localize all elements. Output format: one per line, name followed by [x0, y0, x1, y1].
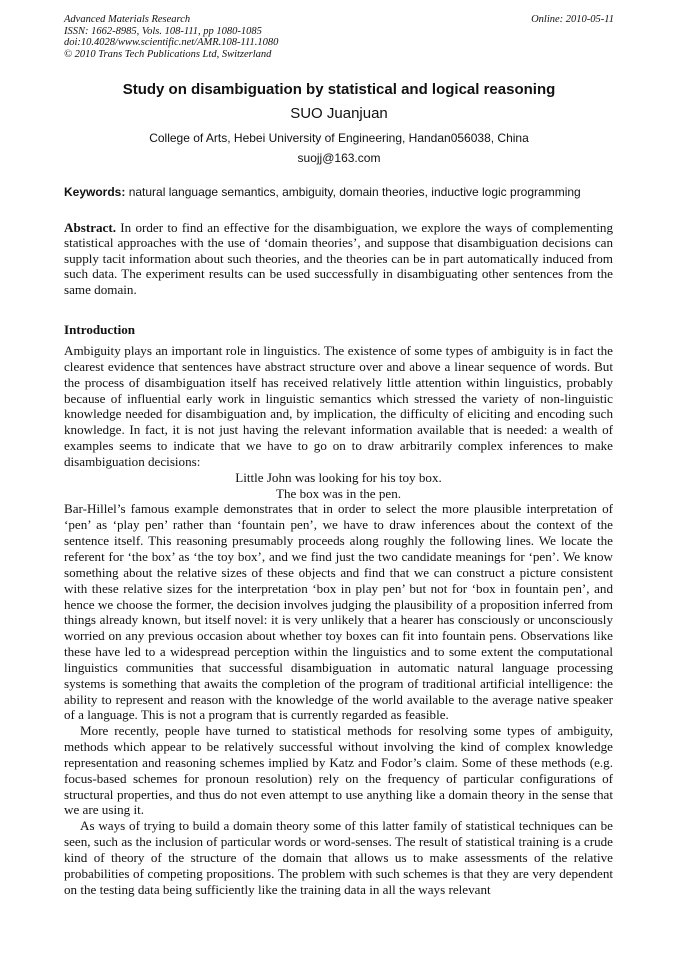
journal-header [64, 14, 278, 60]
keywords-label: Keywords: [64, 185, 126, 199]
keywords [64, 185, 624, 199]
paragraph-4: As ways of trying to build a domain theory some of this latter family of statistical techniques can be seen, such as the inclusion of particular words or word-senses. The result of statistical training is a crude kind of theory of the structure of the domain that allows us to make assessments of the relative probabilities of competing propositions. The problem with such schemes is that they are very dependent on the testing data being sufficiently like the training data in all the ways relevant [64, 818, 613, 897]
paragraph-2: Bar-Hillel’s famous example demonstrates that in order to select the more plausible interpretation of ‘pen’ as ‘play pen’ rather than ‘fountain pen’, we have to draw inferences about the context of the sentence itself. This reasoning presumably proceeds along roughly the following lines. We locate the referent for ‘the box’ as ‘the toy box’, and we find just the two candidate meanings for ‘pen’. We know something about the relative sizes of these objects and find that we can construct a picture consistent with these relative sizes for the interpretation ‘box in play pen’ but not for ‘box in fountain pen’, and hence we choose the former, the decision involves judging the plausibility of a proposition inferred from things already known, but itself novel: it is very unlikely that a hearer has consciously or unconsciously worried on any previous occasion about whether toy boxes can fit into fountain pens. Observations like these have led to a widespread perception within the linguistics and to some extent the computational linguistics communities that successful disambiguation in automatic natural language processing systems is something that awaits the completion of the program of traditional artificial intelligence: the ability to represent and reason with the knowledge of the world available to the average native speaker of a language. This is not a program that is currently regarded as feasible. [64, 501, 613, 723]
paragraph-3: More recently, people have turned to statistical methods for resolving some types of ambiguity, methods which appear to be relatively successful without involving the kind of complex knowledge representation and reasoning schemes implied by Katz and Fodor’s claim. Some of these methods (e.g. focus-based schemes for pronoun resolution) rely on the frequency of particular configurations of structural properties, and thus do not even attempt to use anything like a domain theory in the sense that we are using it. [64, 723, 613, 818]
doi-line: doi:10.4028/www.scientific.net/AMR.108-111.1080 [64, 37, 279, 48]
introduction-body [64, 343, 613, 898]
author-email: suojj@163.com [297, 151, 381, 165]
online-date: Online: 2010-05-11 [531, 14, 614, 25]
abstract [64, 220, 613, 297]
affiliation: College of Arts, Hebei University of Engineering, Handan056038, China [149, 131, 529, 145]
paper-title: Study on disambiguation by statistical and logical reasoning [122, 81, 556, 98]
example-sentence-2: The box was in the pen. [275, 485, 402, 501]
author-name: SUO Juanjuan [290, 105, 388, 122]
copyright-line: © 2010 Trans Tech Publications Ltd, Switzerland [64, 48, 272, 60]
abstract-text: In order to find an effective for the disambiguation, we explore the ways of complementing statistical approaches with the use of ‘domain theories’, and suppose that disambiguation decisions can supply tacit information about such theories, and the theories can be in part automatically induced from such data. The experiment results can be used successfully in disambiguating other sentences from the same domain. [64, 220, 613, 297]
abstract-label: Abstract. [64, 220, 116, 235]
keywords-text: natural language semantics, ambiguity, domain theories, inductive logic programming [125, 185, 581, 199]
example-sentence-1: Little John was looking for his toy box. [235, 469, 442, 485]
journal-name: Advanced Materials Research [64, 14, 191, 25]
section-heading-introduction: Introduction [64, 322, 136, 337]
issn-line: ISSN: 1662-8985, Vols. 108-111, pp 1080-1085 [64, 25, 262, 37]
paragraph-1: Ambiguity plays an important role in linguistics. The existence of some types of ambiguity is in fact the clearest evidence that sentences have abstract structure over and above a linear sequence of words. But the process of disambiguation itself has received relatively little attention within linguistics, probably because of influential early work in linguistic semantics which stressed the variety of non-linguistic knowledge needed for disambiguation and, by implication, the difficulty of eliciting and encoding such knowledge. In fact, it is not just having the relevant information available that is needed: a wealth of examples seems to indicate that we have to go on to draw arbitrarily complex inferences to make disambiguation decisions: [64, 343, 613, 469]
